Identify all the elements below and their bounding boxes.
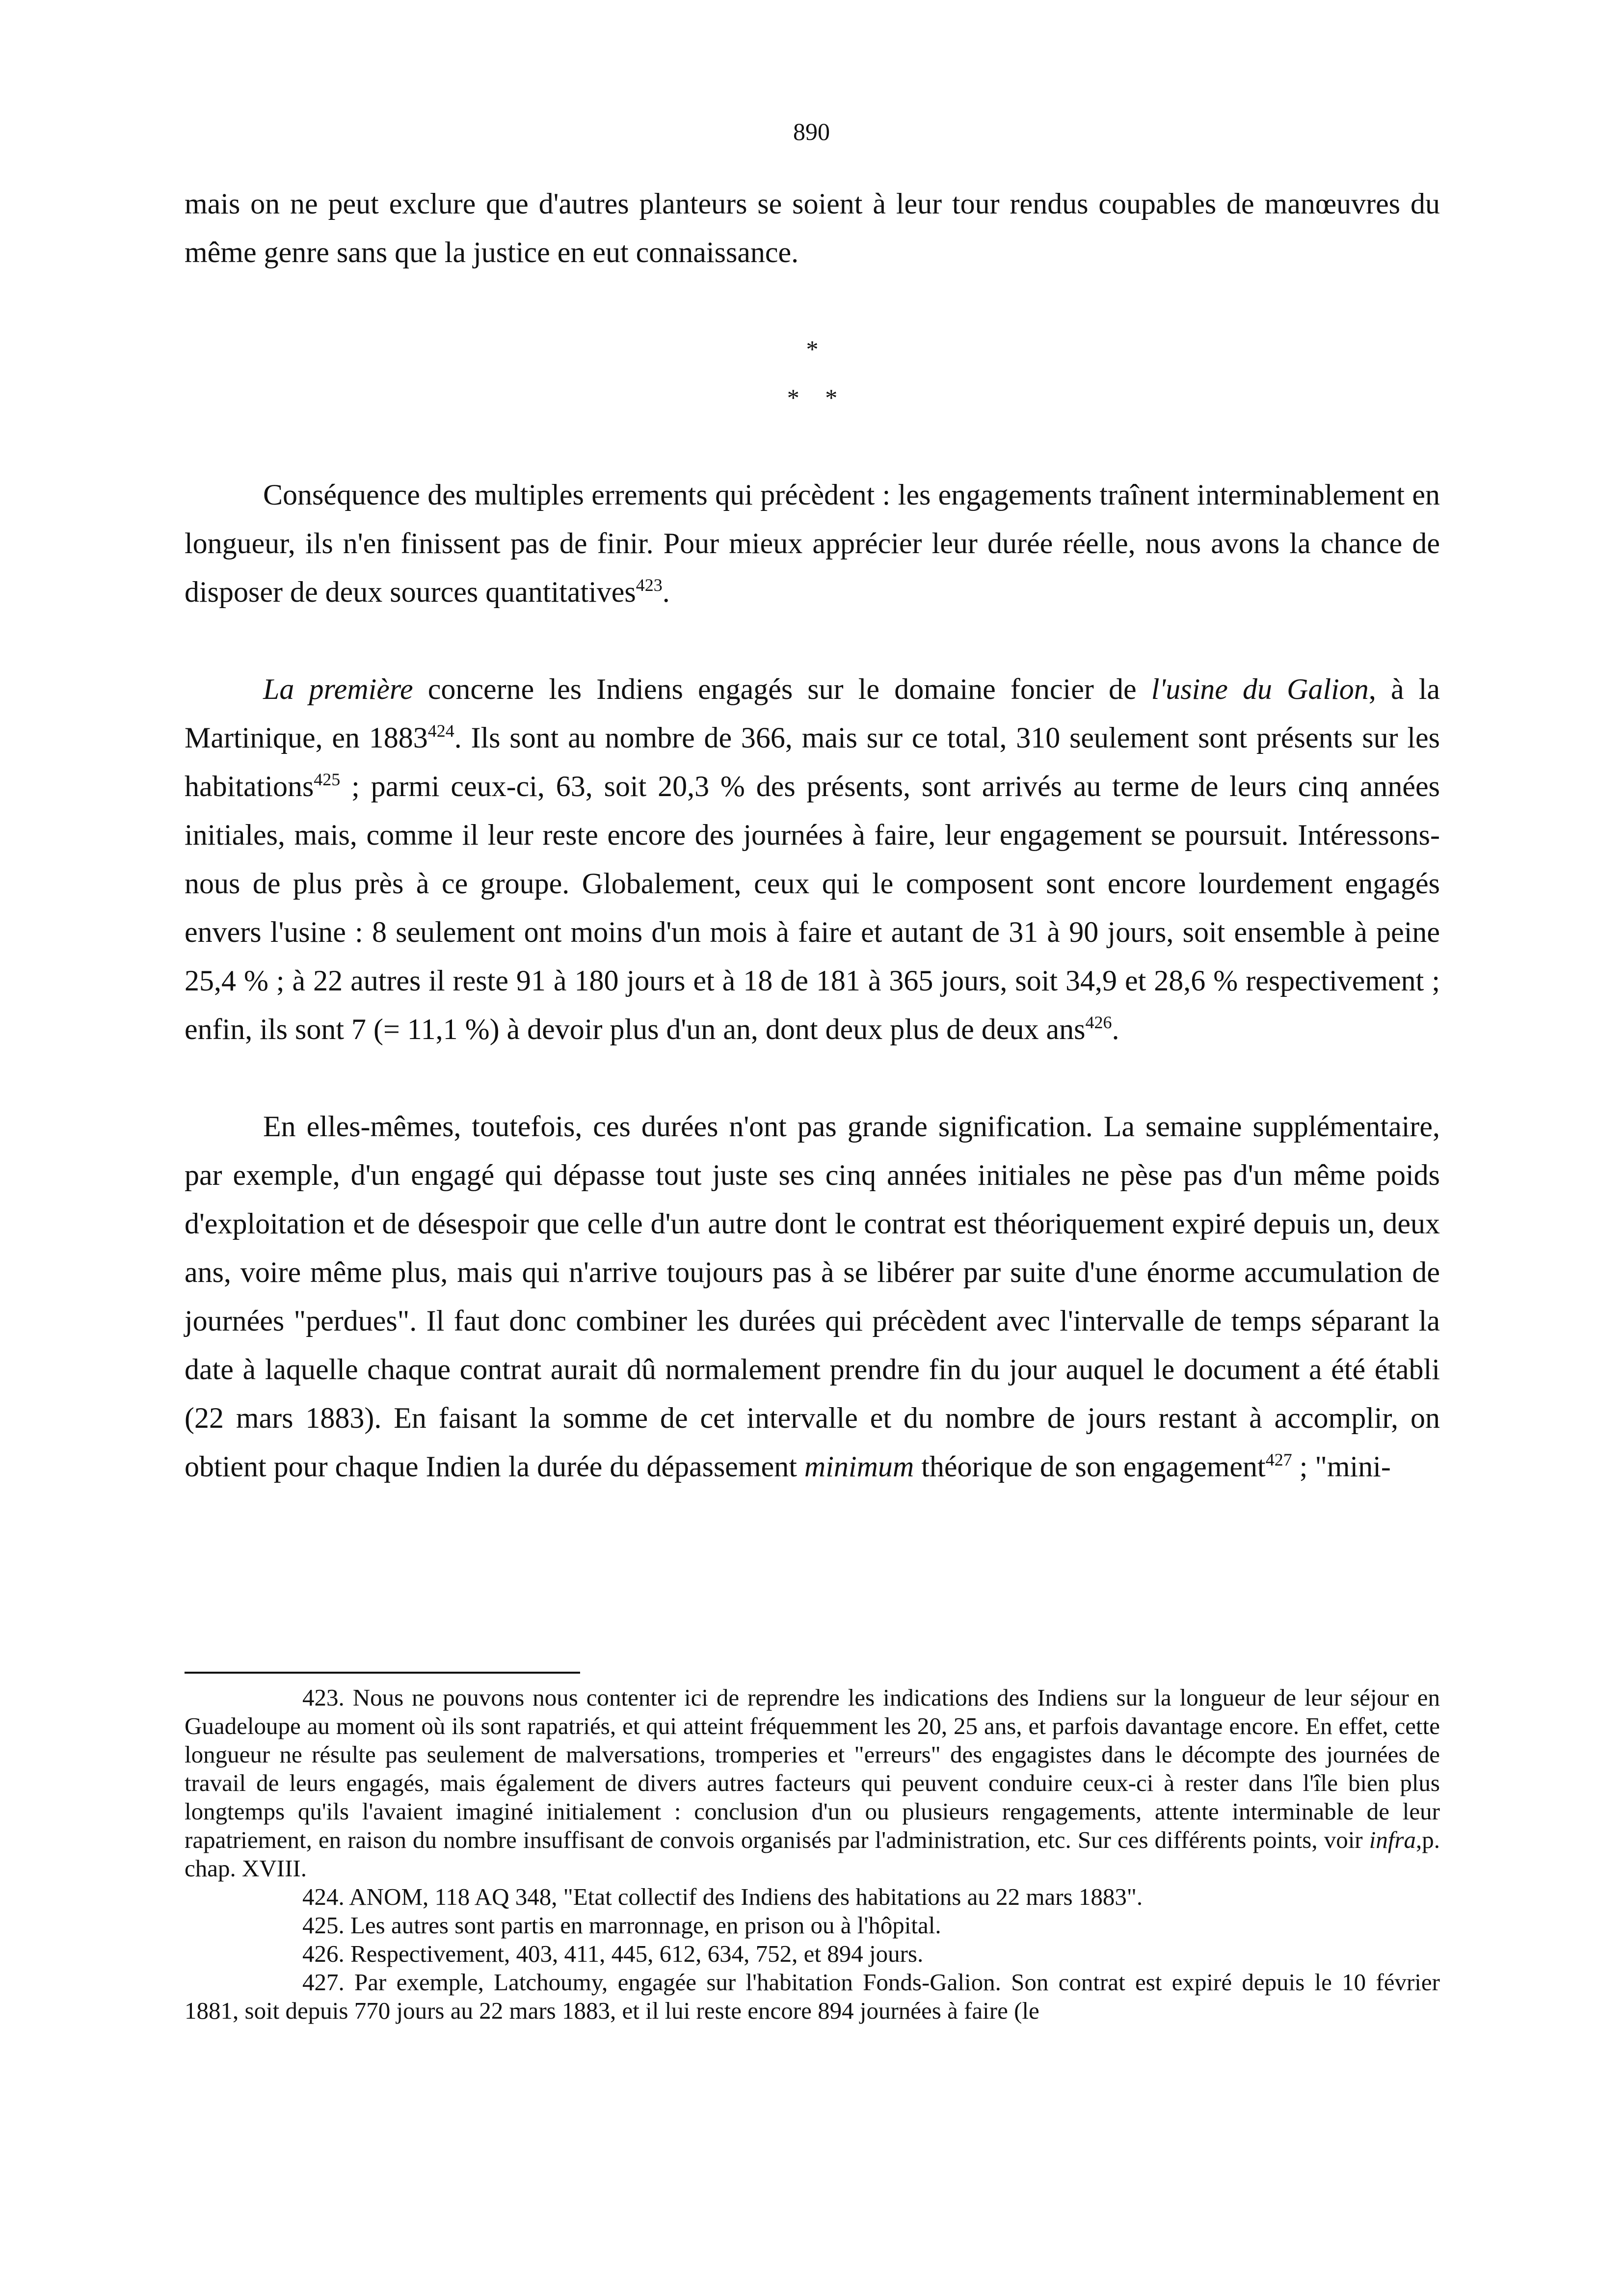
footnote-426: 426. Respectivement, 403, 411, 445, 612, 634, 752, et 894 jours. [302,1940,924,1967]
separator-star-top: * [806,335,819,363]
text-span: En elles-mêmes, toutefois, ces durées n'ont pas grande signification. La semaine supplémentaire, par exemple, d'un engagé qui dépasse tout juste ses cinq années initiales ne pèse pas d'un même poids d'exploitation et de désespoir que celle d'un autre dont le contrat est théoriquement expiré depuis un, deux ans, voire même plus, mais qui n'arrive toujours pas à se libérer par suite d'une énorme accumulation de journées "perdues". Il faut donc combiner les durées qui précèdent avec l'intervalle de temps séparant la date à laquelle chaque contrat aurait dû normalement prendre fin du jour auquel le document a été établi (22 mars 1883). En faisant la somme de cet intervalle et du nombre de jours restant à accomplir, on obtient pour chaque Indien la durée du dépassement [185,1110,1440,1483]
footnote-ref-426: 426 [1085,1013,1112,1032]
paragraph-premiere-source [185,665,1440,1054]
footnote-424: 424. ANOM, 118 AQ 348, "Etat collectif des Indiens des habitations au 22 mars 1883". [302,1883,1143,1910]
paragraph-consequence [185,471,1440,616]
paragraph-consequence-text: Conséquence des multiples errements qui précèdent : les engagements traînent interminablement en longueur, ils n'en finissent pas de finir. Pour mieux apprécier leur durée réelle, nous avons la chance de disposer de deux sources quantitatives [185,479,1440,608]
italic-la-premiere: La première [263,673,413,705]
footnote-427: 427. Par exemple, Latchoumy, engagée sur l'habitation Fonds-Galion. Son contrat est expiré depuis le 10 février 1881, soit depuis 770 jours au 22 mars 1883, et il lui reste encore 894 journées à faire (le [185,1969,1440,2024]
footnote-ref-427: 427 [1265,1450,1292,1469]
paragraph-durees [185,1102,1440,1491]
text-span: 423. Nous ne pouvons nous contenter ici de reprendre les indications des Indiens sur la longueur de leur séjour en Guadeloupe au moment où ils sont rapatriés, et qui atteint fréquemment les 20, 25 ans, et parfois davantage encore. En effet, cette longueur ne résulte pas seulement de malversations, tromperies et "erreurs" des engagistes dans le décompte des journées de travail de leurs engagés, mais également de divers autres facteurs qui peuvent conduire ceux-ci à rester dans l'île bien plus longtemps qu'ils l'avaient imaginé initialement : conclusion d'un ou plusieurs rengagements, attente interminable de leur rapatriement, en raison du nombre insuffisant de convois organisés par l'administration, etc. Sur ces différents points, voir [185,1684,1440,1853]
text-span: , à la Martinique, en 1883 [185,673,1440,754]
footnotes [185,1683,1440,2025]
footnote-423 [185,1683,1440,1883]
text-span: théorique de son engagement [914,1450,1266,1483]
text-span: concerne les Indiens engagés sur le domaine foncier de [413,673,1151,705]
footnote-ref-423: 423 [636,575,663,595]
main-text [185,180,1440,1491]
footnote-425: 425. Les autres sont partis en marronnage, en prison ou à l'hôpital. [302,1912,941,1939]
text-span: ,p. chap. XVIII. [185,1826,1440,1882]
italic-infra: infra [1369,1826,1416,1853]
footnote-ref-424: 424 [427,721,454,741]
italic-minimum: minimum [804,1450,914,1483]
text-span: ; parmi ceux-ci, 63, soit 20,3 % des présents, sont arrivés au terme de leurs cinq années initiales, mais, comme il leur reste encore des journées à faire, leur engagement se poursuit. Intéressons-nous de plus près à ce groupe. Globalement, ceux qui le composent sont encore lourdement engagés envers l'usine : 8 seulement ont moins d'un mois à faire et autant de 31 à 90 jours, soit ensemble à peine 25,4 % ; à 22 autres il reste 91 à 180 jours et à 18 de 181 à 365 jours, soit 34,9 et 28,6 % respectivement ; enfin, ils sont 7 (= 11,1 %) à devoir plus d'un an, dont deux plus de deux ans [185,770,1440,1045]
page-number: 890 [793,118,830,145]
section-separator [185,325,1440,422]
paragraph-consequence-end: . [662,576,670,608]
text-span: . [1112,1013,1119,1045]
separator-stars-bottom: * * [787,384,838,411]
text-span: . Ils sont au nombre de 366, mais sur ce total, 310 seulement sont présents sur les habitations [185,721,1440,802]
paragraph-continuation: mais on ne peut exclure que d'autres planteurs se soient à leur tour rendus coupables de manœuvres du même genre sans que la justice en eut connaissance. [185,187,1440,268]
italic-usine-galion: l'usine du Galion [1151,673,1369,705]
footnote-divider [185,1672,580,1674]
footnote-ref-425: 425 [314,770,341,789]
text-span: ; "mini- [1292,1450,1391,1483]
